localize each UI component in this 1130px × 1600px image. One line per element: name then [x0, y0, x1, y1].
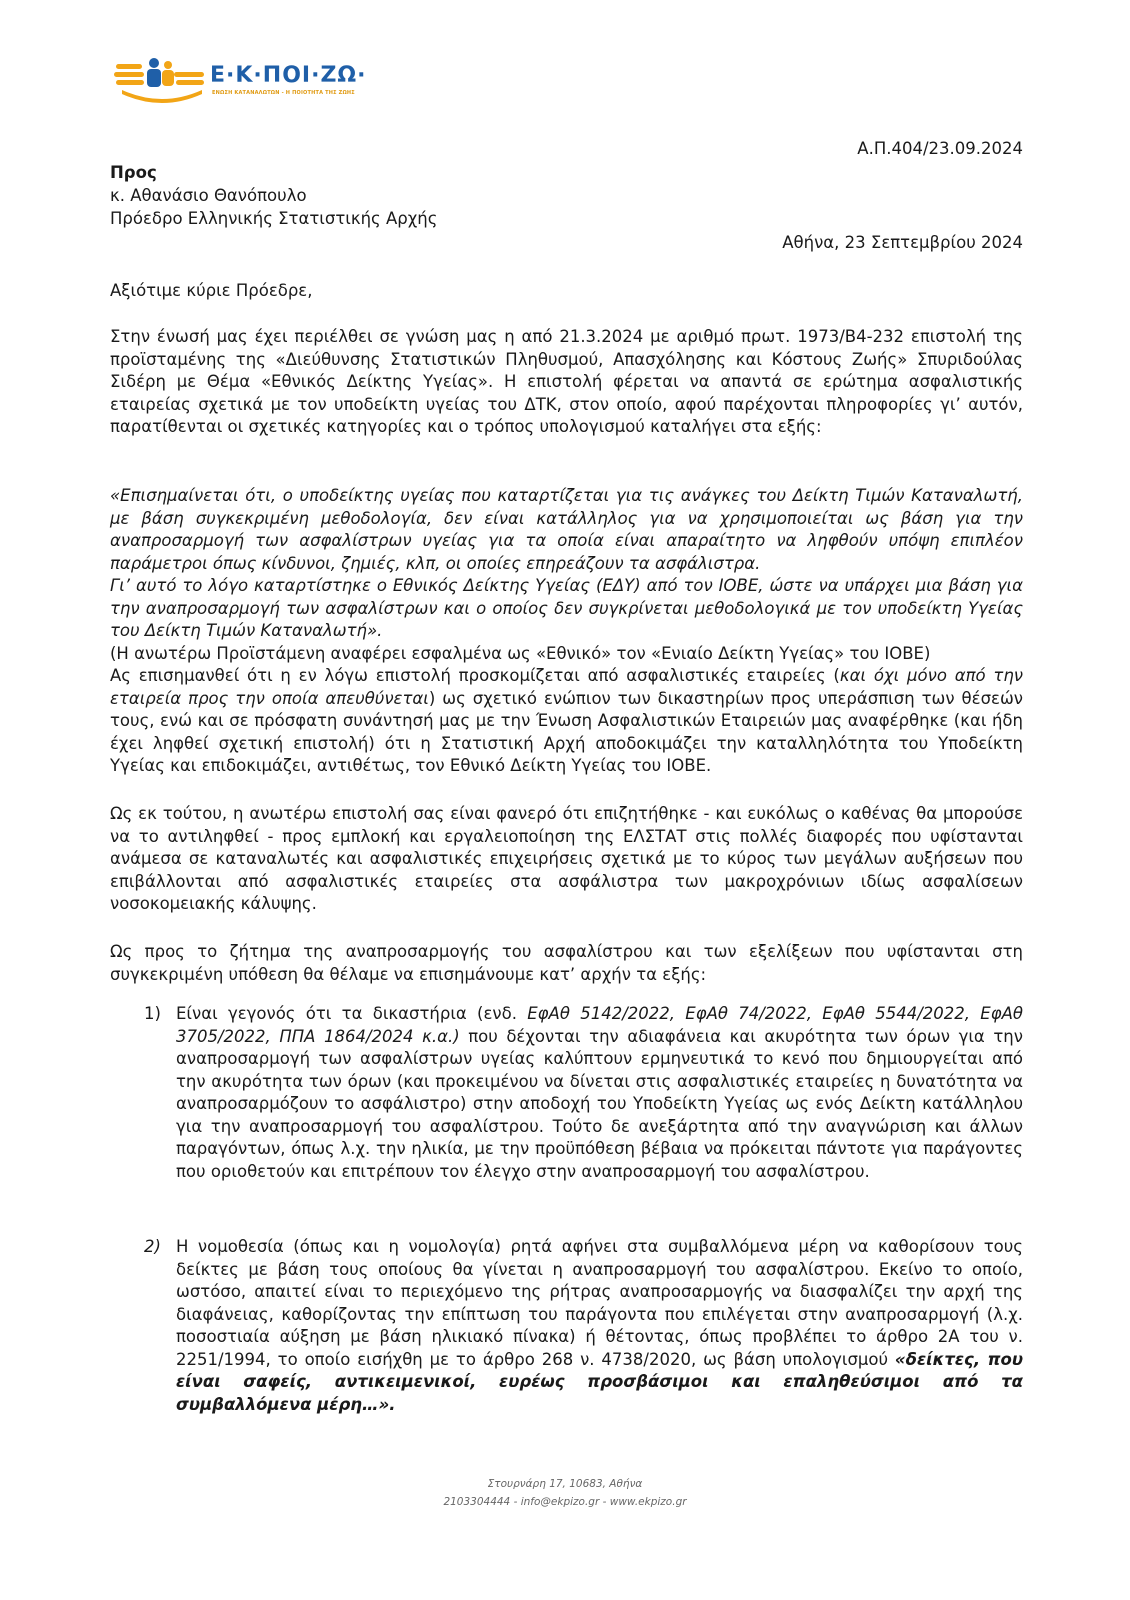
paragraph-points-intro	[110, 941, 1023, 986]
logo-name: Ε·Κ·ΠΟΙ·ΖΩ·	[210, 63, 367, 88]
paragraph-points-intro-text: Ως προς το ζήτημα της αναπροσαρμογής του ασφαλίστρου και των εξελίξεων που υφίστανται στη συγκεκριμένη υπόθεση θα θέλαμε να επισημάνουμε κατ’ αρχήν τα εξής:	[110, 942, 1023, 984]
paragraph-consequence	[110, 803, 1023, 916]
list-number: 2)	[144, 1237, 161, 1256]
reference-number: Α.Π.404/23.09.2024	[857, 139, 1023, 158]
paragraph-usage	[110, 665, 1023, 778]
list-text-c: που δέχονται την αδιαφάνεια και ακυρότητα των όρων για την αναπροσαρμογή των ασφαλίστρων υγείας καλύπτουν ερμηνευτικά το κενό που δημιουργείται από την ακυρότητα των όρων (και προκειμένου να δίνεται στις ασφαλιστικές εταιρείες η δυνατότητα να αναπροσαρμόζουν το ασφάλιστρο) στην αποδοχή του Υποδείκτη Υγείας ως ενός Δείκτη κατάλληλου για την αναπροσαρμογή του ασφαλίστρου. Τούτο δε ανεξάρτητα από την αναγνώριση και άλλων παραγόντων, όπως λ.χ. την ηλικία, με την προϋπόθεση βέβαια να πρόκειται πάντοτε για παράγοντες που οριοθετούν και επιτρέπουν τον έλεγχο στην αναπροσαρμογή του ασφαλίστρου.	[176, 1026, 1023, 1181]
footer-contact: 2103304444 - info@ekpizo.gr - www.ekpizo.gr	[443, 1496, 687, 1508]
list-text-a: Είναι γεγονός ότι τα δικαστήρια (ενδ.	[176, 1004, 528, 1023]
footer-address: Στουρνάρη 17, 10683, Αθήνα	[487, 1478, 643, 1490]
paragraph-usage-italic: και όχι μόνο από την εταιρεία προς την οποία απευθύνεται	[110, 666, 1023, 708]
logo-emblem-icon	[114, 56, 210, 106]
logo-tagline: ΕΝΩΣΗ ΚΑΤΑΝΑΛΩΤΩΝ - Η ΠΟΙΟΤΗΤΑ ΤΗΣ ΖΩΗΣ	[212, 90, 355, 96]
quote-part-2: Γι’ αυτό το λόγο καταρτίστηκε ο Εθνικός Δείκτης Υγείας (ΕΔΥ) από τον ΙΟΒΕ, ώστε να υπάρχει μια βάση για την αναπροσαρμογή των ασφαλίστρων και ο οποίος δεν συγκρίνεται μεθοδολογικά με τον υποδείκτη Υγείας του Δείκτη Τιμών Καταναλωτή».	[110, 576, 1023, 640]
recipient-name: κ. Αθανάσιο Θανόπουλο	[110, 186, 307, 205]
correction-note: (Η ανωτέρω Προϊστάμενη αναφέρει εσφαλμένα ως «Εθνικό» τον «Ενιαίο Δείκτη Υγείας» του ΙΟΒΕ)	[110, 643, 931, 663]
list-number: 1)	[144, 1004, 161, 1023]
to-label: Προς	[110, 163, 157, 182]
list-item-text	[176, 1236, 1023, 1416]
quote-part-1: «Επισημαίνεται ότι, ο υποδείκτης υγείας που καταρτίζεται για τις ανάγκες του Δείκτη Τιμών Καταναλωτή, με βάση συγκεκριμένη μεθοδολογία, δεν είναι κατάλληλος για να χρησιμοποιείται ως βάση για την αναπροσαρμογή των ασφαλίστρων υγείας για τα οποία είναι απαραίτητο να ληφθούν υπόψη επιπλέον παράμετροι όπως κίνδυνοι, ζημιές, κλπ, οι οποίες επηρεάζουν τα ασφάλιστρα.	[110, 486, 1023, 573]
list-text-bold-quote: «δείκτες, που είναι σαφείς, αντικειμενικοί, ευρέως προσβάσιμοι και επαληθεύσιμοι από τα συμβαλλόμενα μέρη…».	[176, 1349, 1023, 1414]
paragraph-intro-text: Στην ένωσή μας έχει περιέλθει σε γνώση μας η από 21.3.2024 με αριθμό πρωτ. 1973/Β4-232 επιστολή της προϊσταμένης της «Διεύθυνσης Στατιστικών Πληθυσμού, Απασχόλησης και Κόστους Ζωής» Σπυριδούλας Σιδέρη με Θέμα «Εθνικός Δείκτης Υγείας». Η επιστολή φέρεται να απαντά σε ερώτημα ασφαλιστικής εταιρείας σχετικά με τον υποδείκτη υγείας του ΔΤΚ, στον οποίο, αφού παρέχονται πληροφορίες γι’ αυτόν, παρατίθενται οι σχετικές κατηγορίες και ο τρόπος υπολογισμού καταλήγει στα εξής:	[110, 327, 1023, 436]
paragraph-intro	[110, 326, 1023, 439]
paragraph-consequence-text: Ως εκ τούτου, η ανωτέρω επιστολή σας είναι φανερό ότι επιζητήθηκε - και ευκόλως ο καθένας θα μπορούσε να το αντιληφθεί - προς εμπλοκή και εργαλειοποίηση της ΕΛΣΤΑΤ στις πολλές διαφορές που υφίστανται ανάμεσα σε καταναλωτές και ασφαλιστικές επιχειρήσεις σχετικά με το κύρος των μεγάλων αυξήσεων που επιβάλλονται από ασφαλιστικές εταιρείες στα ασφάλιστρα των μακροχρόνιων ιδίως ασφαλίσεων νοσοκομειακής κάλυψης.	[110, 804, 1023, 913]
recipient-title: Πρόεδρο Ελληνικής Στατιστικής Αρχής	[110, 209, 438, 228]
list-item-text	[176, 1003, 1023, 1183]
paragraph-usage-c: ) ως σχετικό ενώπιον των δικαστηρίων προς υπεράσπιση των θέσεών τους, ενώ και σε πρόσφατη συνάντησή μας με την Ένωση Ασφαλιστικών Εταιρειών μας αναφέρθηκε (και ήδη έχει ληφθεί σχετική επιστολή) ότι η Στατιστική Αρχή αποδοκιμάζει την καταλληλότητα του Υποδείκτη Υγείας και επιδοκιμάζει, αντιθέτως, τον Εθνικό Δείκτη Υγείας του ΙΟΒΕ.	[110, 688, 1023, 775]
paragraph-usage-a: Ας επισημανθεί ότι η εν λόγω επιστολή προσκομίζεται από ασφαλιστικές εταιρείες (	[110, 666, 840, 685]
list-text-a: Η νομοθεσία (όπως και η νομολογία) ρητά αφήνει στα συμβαλλόμενα μέρη να καθορίσουν τους δείκτες με βάση τους οποίους θα γίνεται η αναπροσαρμογή του ασφαλίστρου. Εκείνο το οποίο, ωστόσο, απαιτεί είναι το περιεχόμενο της ρήτρας αναπροσαρμογής να διασφαλίζει την αρχή της διαφάνειας, καθορίζοντας την επίπτωση του παράγοντα που επιλέγεται στην αναπροσαρμογή (λ.χ. ποσοστιαία αύξηση με βάση ηλικιακό πίνακα) ή θέτοντας, όπως προβλέπει το άρθρο 2Α του ν. 2251/1994, το οποίο εισήχθη με το άρθρο 268 ν. 4738/2020, ως βάση υπολογισμού	[176, 1237, 1023, 1369]
letter-date: Αθήνα, 23 Σεπτεμβρίου 2024	[782, 233, 1023, 252]
ekpizo-logo	[114, 56, 374, 106]
quoted-section	[110, 485, 1023, 778]
salutation: Αξιότιμε κύριε Πρόεδρε,	[110, 281, 313, 300]
list-text-italic: ΕφΑθ 5142/2022, ΕφΑθ 74/2022, ΕφΑθ 5544/2022, ΕφΑθ 3705/2022, ΠΠΑ 1864/2024 κ.α.)	[176, 1004, 1023, 1046]
